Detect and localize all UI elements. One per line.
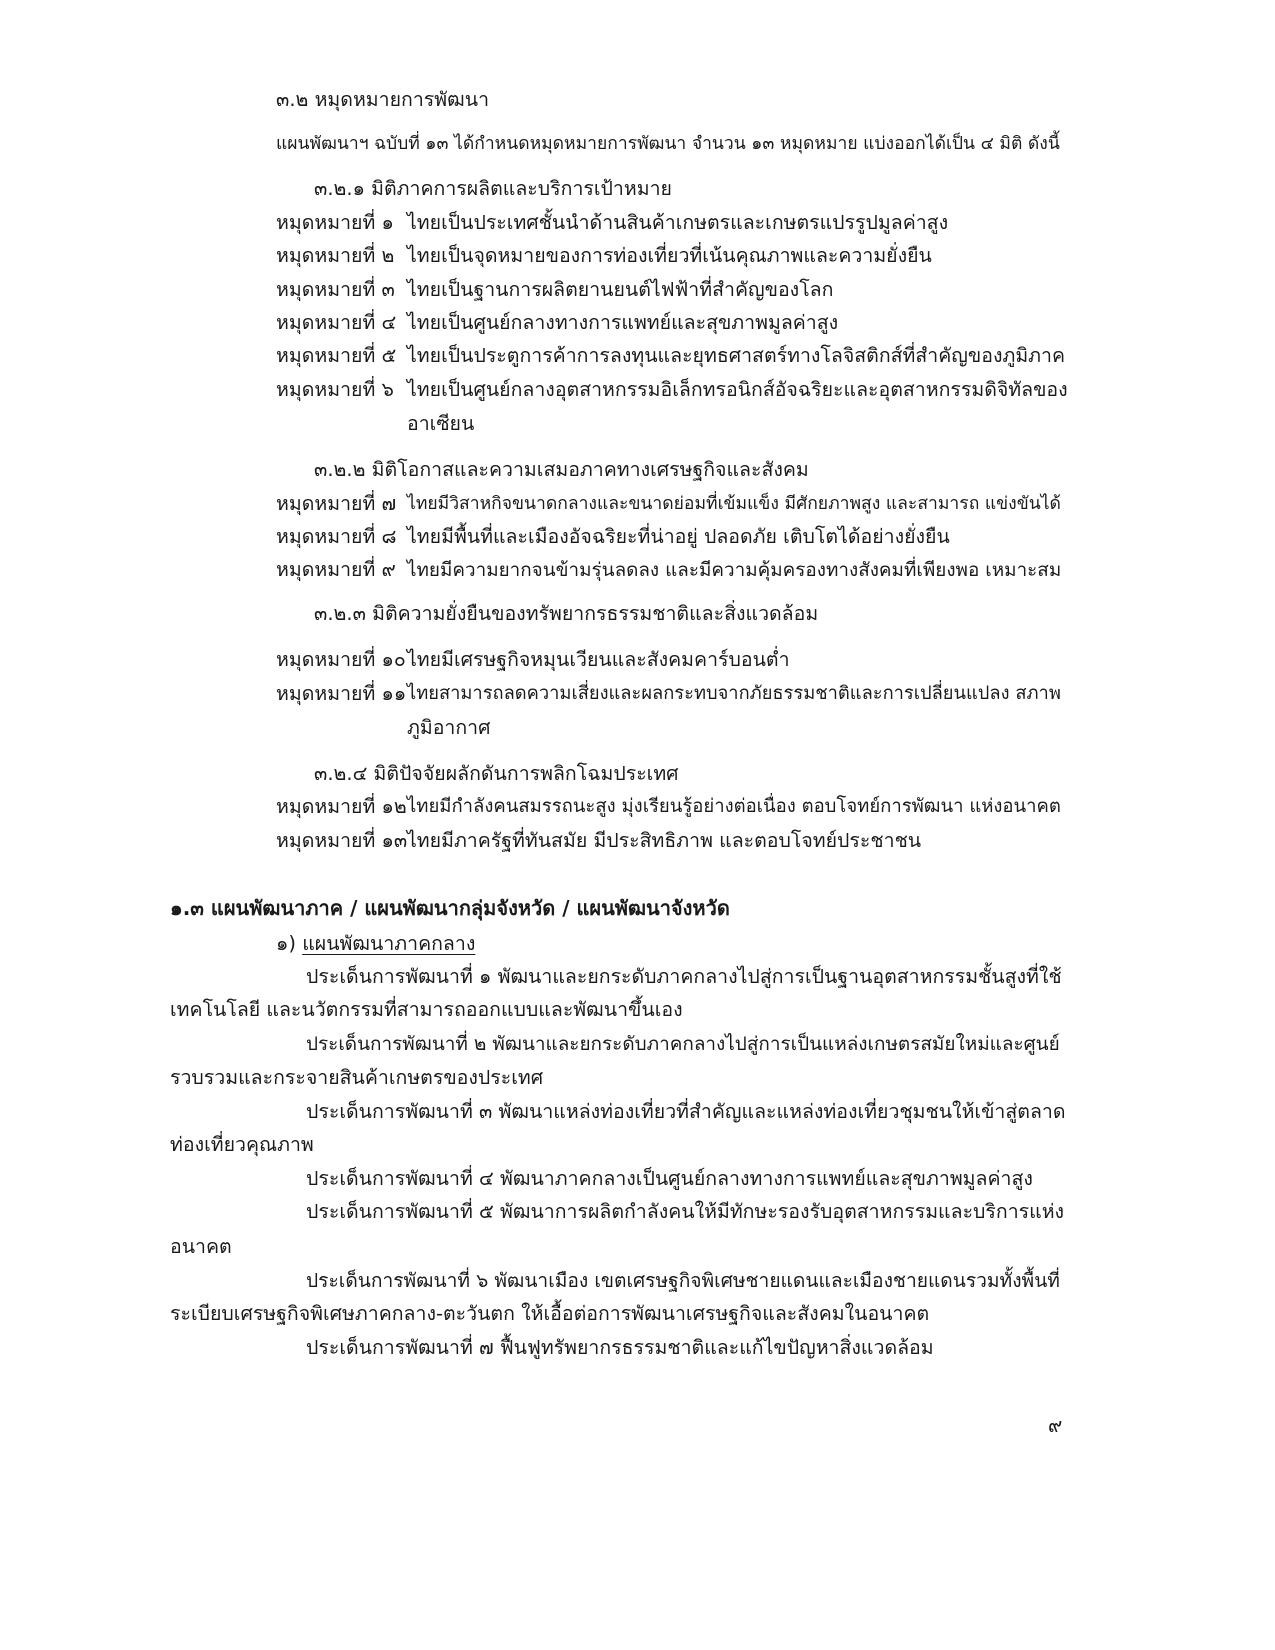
goal-label: หมุดหมายที่ ๘ [276,525,397,548]
issue-line: ประเด็นการพัฒนาที่ ๕ พัฒนาการผลิตกำลังคนให้มีทักษะรองรับอุตสาหกรรมและบริการแห่ง [306,1200,1065,1223]
issue-line-continuation: เทคโนโลยี และนวัตกรรมที่สามารถออกแบบและพัฒนาขึ้นเอง [170,998,683,1021]
issue-line-continuation: ระเบียบเศรษฐกิจพิเศษภาคกลาง-ตะวันตก ให้เอื้อต่อการพัฒนาเศรษฐกิจและสังคมในอนาคต [170,1302,930,1325]
dimension-title-2: ๓.๒.๒ มิติโอกาสและความเสมอภาคทางเศรษฐกิจและสังคม [314,458,809,481]
goal-label: หมุดหมายที่ ๗ [276,492,397,515]
issue-line-continuation: ท่องเที่ยวคุณภาพ [170,1133,314,1156]
issue-line-continuation: อนาคต [170,1235,232,1258]
goal-label: หมุดหมายที่ ๙ [276,558,396,581]
dimension-title-3: ๓.๒.๓ มิติความยั่งยืนของทรัพยากรธรรมชาติและสิ่งแวดล้อม [314,602,819,625]
goal-text: ไทยมีกำลังคนสมรรถนะสูง มุ่งเรียนรู้อย่างต่อเนื่อง ตอบโจทย์การพัฒนา แห่งอนาคต [407,796,1061,817]
issue-line: ประเด็นการพัฒนาที่ ๓ พัฒนาแหล่งท่องเที่ยวที่สำคัญและแหล่งท่องเที่ยวชุมชนให้เข้าสู่ตลาด [306,1100,1066,1123]
goal-text: ไทยเป็นฐานการผลิตยานยนต์ไฟฟ้าที่สำคัญของโลก [407,278,834,301]
goal-text: ไทยเป็นศูนย์กลางทางการแพทย์และสุขภาพมูลค่าสูง [407,311,839,334]
subheading-central-region-plan [276,930,475,958]
section-heading-1-3: ๑.๓ แผนพัฒนาภาค / แผนพัฒนากลุ่มจังหวัด / แผนพัฒนาจังหวัด [170,896,730,920]
dimension-title-1: ๓.๒.๑ มิติภาคการผลิตและบริการเป้าหมาย [314,177,672,200]
goal-text: ไทยมีพื้นที่และเมืองอัจฉริยะที่น่าอยู่ ปลอดภัย เติบโตได้อย่างยั่งยืน [407,525,950,548]
issue-line: ประเด็นการพัฒนาที่ ๗ ฟื้นฟูทรัพยากรธรรมชาติและแก้ไขปัญหาสิ่งแวดล้อม [306,1336,934,1359]
goal-text-continuation: ภูมิอากาศ [407,716,491,739]
subheading-title: แผนพัฒนาภาคกลาง [302,932,476,955]
goal-text: ไทยเป็นจุดหมายของการท่องเที่ยวที่เน้นคุณภาพและความยั่งยืน [407,244,932,267]
goal-label: หมุดหมายที่ ๑๑ [276,682,407,705]
goal-label: หมุดหมายที่ ๓ [276,278,395,301]
goal-text: ไทยมีวิสาหกิจขนาดกลางและขนาดย่อมที่เข้มแข็ง มีศักยภาพสูง และสามารถ แข่งขันได้ [407,494,1061,514]
goal-text: ไทยมีเศรษฐกิจหมุนเวียนและสังคมคาร์บอนต่ำ [407,648,790,671]
goal-text: ไทยสามารถลดความเสี่ยงและผลกระทบจากภัยธรรมชาติและการเปลี่ยนแปลง สภาพ [407,683,1061,704]
dimension-title-4: ๓.๒.๔ มิติปัจจัยผลักดันการพลิกโฉมประเทศ [314,762,679,785]
goal-label: หมุดหมายที่ ๑๐ [276,648,406,671]
subheading-number: ๑) [276,932,296,955]
goal-label: หมุดหมายที่ ๒ [276,244,395,267]
section-heading-3-2: ๓.๒ หมุดหมายการพัฒนา [276,88,490,111]
page-number: ๙ [1048,1414,1063,1437]
issue-line-continuation: รวบรวมและกระจายสินค้าเกษตรของประเทศ [170,1066,544,1089]
goal-text-continuation: อาเซียน [407,412,475,435]
goal-text: ไทยมีความยากจนข้ามรุ่นลดลง และมีความคุ้มครองทางสังคมที่เพียงพอ เหมาะสม [407,559,1062,581]
section-intro: แผนพัฒนาฯ ฉบับที่ ๑๓ ได้กำหนดหมุดหมายการพัฒนา จำนวน ๑๓ หมุดหมาย แบ่งออกได้เป็น ๔ มิติ ดังนี้ [276,134,1060,154]
issue-line: ประเด็นการพัฒนาที่ ๔ พัฒนาภาคกลางเป็นศูนย์กลางทางการแพทย์และสุขภาพมูลค่าสูง [306,1167,1033,1190]
goal-text: ไทยเป็นประเทศชั้นนำด้านสินค้าเกษตรและเกษตรแปรรูปมูลค่าสูง [407,211,949,234]
goal-label: หมุดหมายที่ ๔ [276,311,397,334]
issue-line: ประเด็นการพัฒนาที่ ๑ พัฒนาและยกระดับภาคกลางไปสู่การเป็นฐานอุตสาหกรรมชั้นสูงที่ใช้ [306,965,1062,988]
goal-label: หมุดหมายที่ ๖ [276,378,394,401]
goal-label: หมุดหมายที่ ๑๓ [276,829,408,852]
goal-label: หมุดหมายที่ ๕ [276,344,397,367]
goal-text: ไทยมีภาครัฐที่ทันสมัย มีประสิทธิภาพ และตอบโจทย์ประชาชน [407,829,922,852]
issue-line: ประเด็นการพัฒนาที่ ๒ พัฒนาและยกระดับภาคกลางไปสู่การเป็นแหล่งเกษตรสมัยใหม่และศูนย์ [306,1033,1060,1055]
goal-text: ไทยเป็นประตูการค้าการลงทุนและยุทธศาสตร์ทางโลจิสติกส์ที่สำคัญของภูมิภาค [407,344,1066,367]
goal-label: หมุดหมายที่ ๑๒ [276,795,407,818]
goal-text: ไทยเป็นศูนย์กลางอุตสาหกรรมอิเล็กทรอนิกส์อัจฉริยะและอุตสาหกรรมดิจิทัลของ [407,378,1068,401]
goal-label: หมุดหมายที่ ๑ [276,211,394,234]
issue-line: ประเด็นการพัฒนาที่ ๖ พัฒนาเมือง เขตเศรษฐกิจพิเศษชายแดนและเมืองชายแดนรวมทั้งพื้นที่ [306,1269,1060,1292]
